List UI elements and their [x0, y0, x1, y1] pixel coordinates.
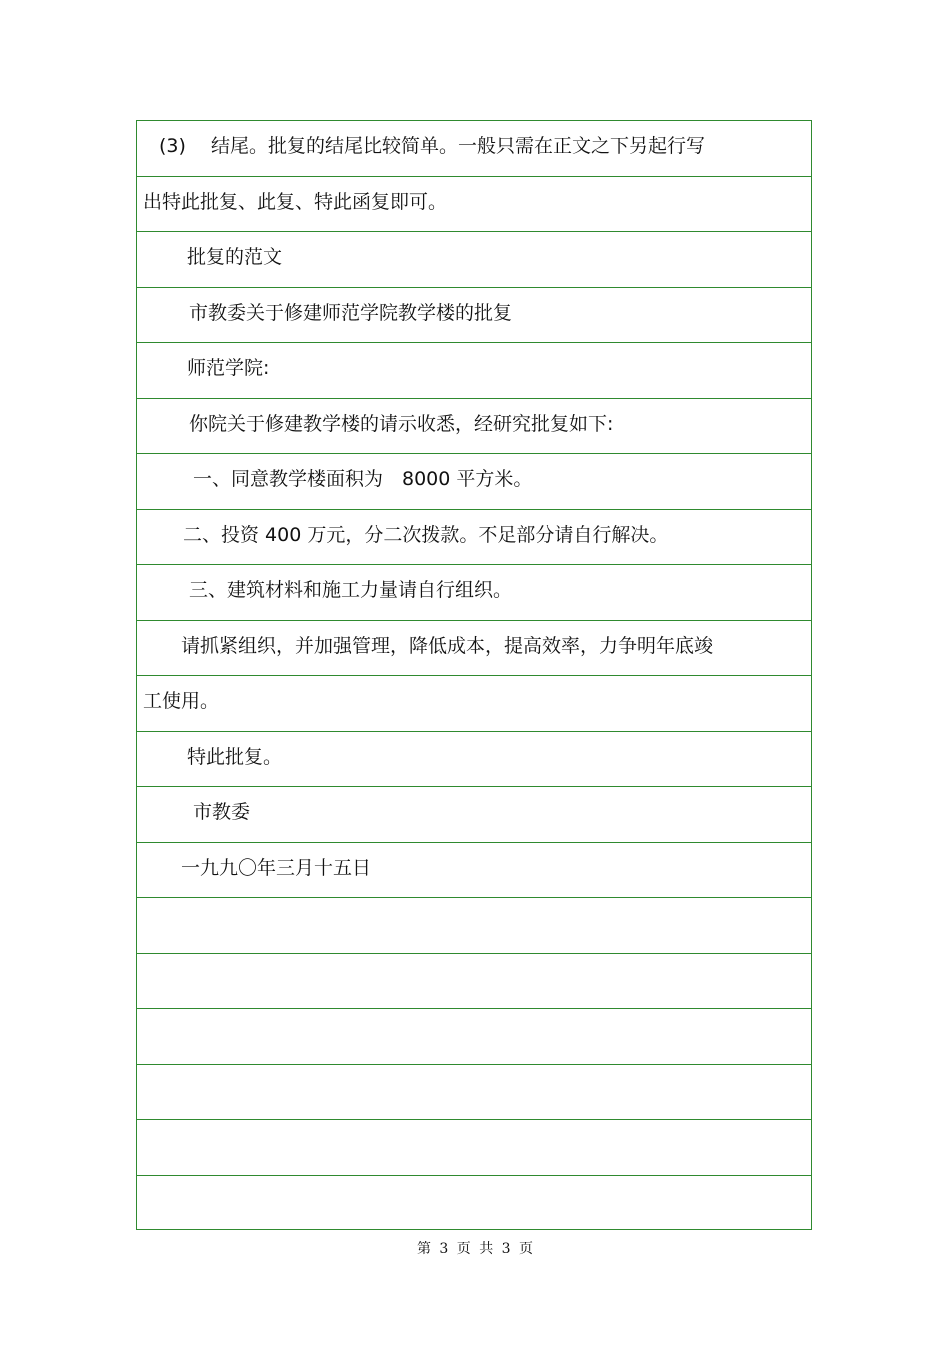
- text-line-12: [137, 732, 811, 788]
- text-line-9: [137, 565, 811, 621]
- date: 一九九〇年三月十五日: [181, 856, 372, 879]
- line-text: 出特此批复、此复、特此函复即可。: [143, 190, 448, 213]
- text-line-14: [137, 843, 811, 899]
- line-text: 三、建筑材料和施工力量请自行组织。: [189, 579, 513, 601]
- text-line-10: [137, 621, 811, 677]
- line-text: 特此批复。: [187, 745, 283, 768]
- line-text: (3) 结尾。批复的结尾比较简单。一般只需在正文之下另起行写: [159, 135, 705, 157]
- text-line-11: [137, 676, 811, 732]
- text-line-15: [137, 898, 811, 954]
- text-line-13: [137, 787, 811, 843]
- page-number-footer: 第 3 页 共 3 页: [416, 1241, 534, 1257]
- text-line-7: [137, 454, 811, 510]
- text-line-1: [137, 121, 811, 177]
- text-line-18: [137, 1065, 811, 1121]
- text-line-16: [137, 954, 811, 1010]
- text-line-20: [137, 1176, 811, 1232]
- line-text: 你院关于修建教学楼的请示收悉，经研究批复如下:: [189, 412, 614, 435]
- text-line-3: [137, 232, 811, 288]
- line-text: 工使用。: [143, 690, 220, 712]
- text-line-19: [137, 1120, 811, 1176]
- line-text: 批复的范文: [187, 246, 283, 268]
- line-text: 请抓紧组织，并加强管理，降低成本，提高效率，力争明年底竣: [181, 634, 714, 657]
- document-title: 市教委关于修建师范学院教学楼的批复: [189, 301, 513, 324]
- line-text: 二、投资 400 万元，分二次拨款。不足部分请自行解决。: [183, 523, 669, 546]
- line-text: 一、同意教学楼面积为 8000 平方米。: [193, 468, 533, 490]
- recipient: 师范学院:: [187, 357, 270, 379]
- text-line-4: [137, 288, 811, 344]
- signature: 市教委: [193, 801, 251, 823]
- text-line-5: [137, 343, 811, 399]
- text-line-2: [137, 177, 811, 233]
- text-line-6: [137, 399, 811, 455]
- document-ruled-sheet: [136, 120, 812, 1230]
- text-line-8: [137, 510, 811, 566]
- text-line-17: [137, 1009, 811, 1065]
